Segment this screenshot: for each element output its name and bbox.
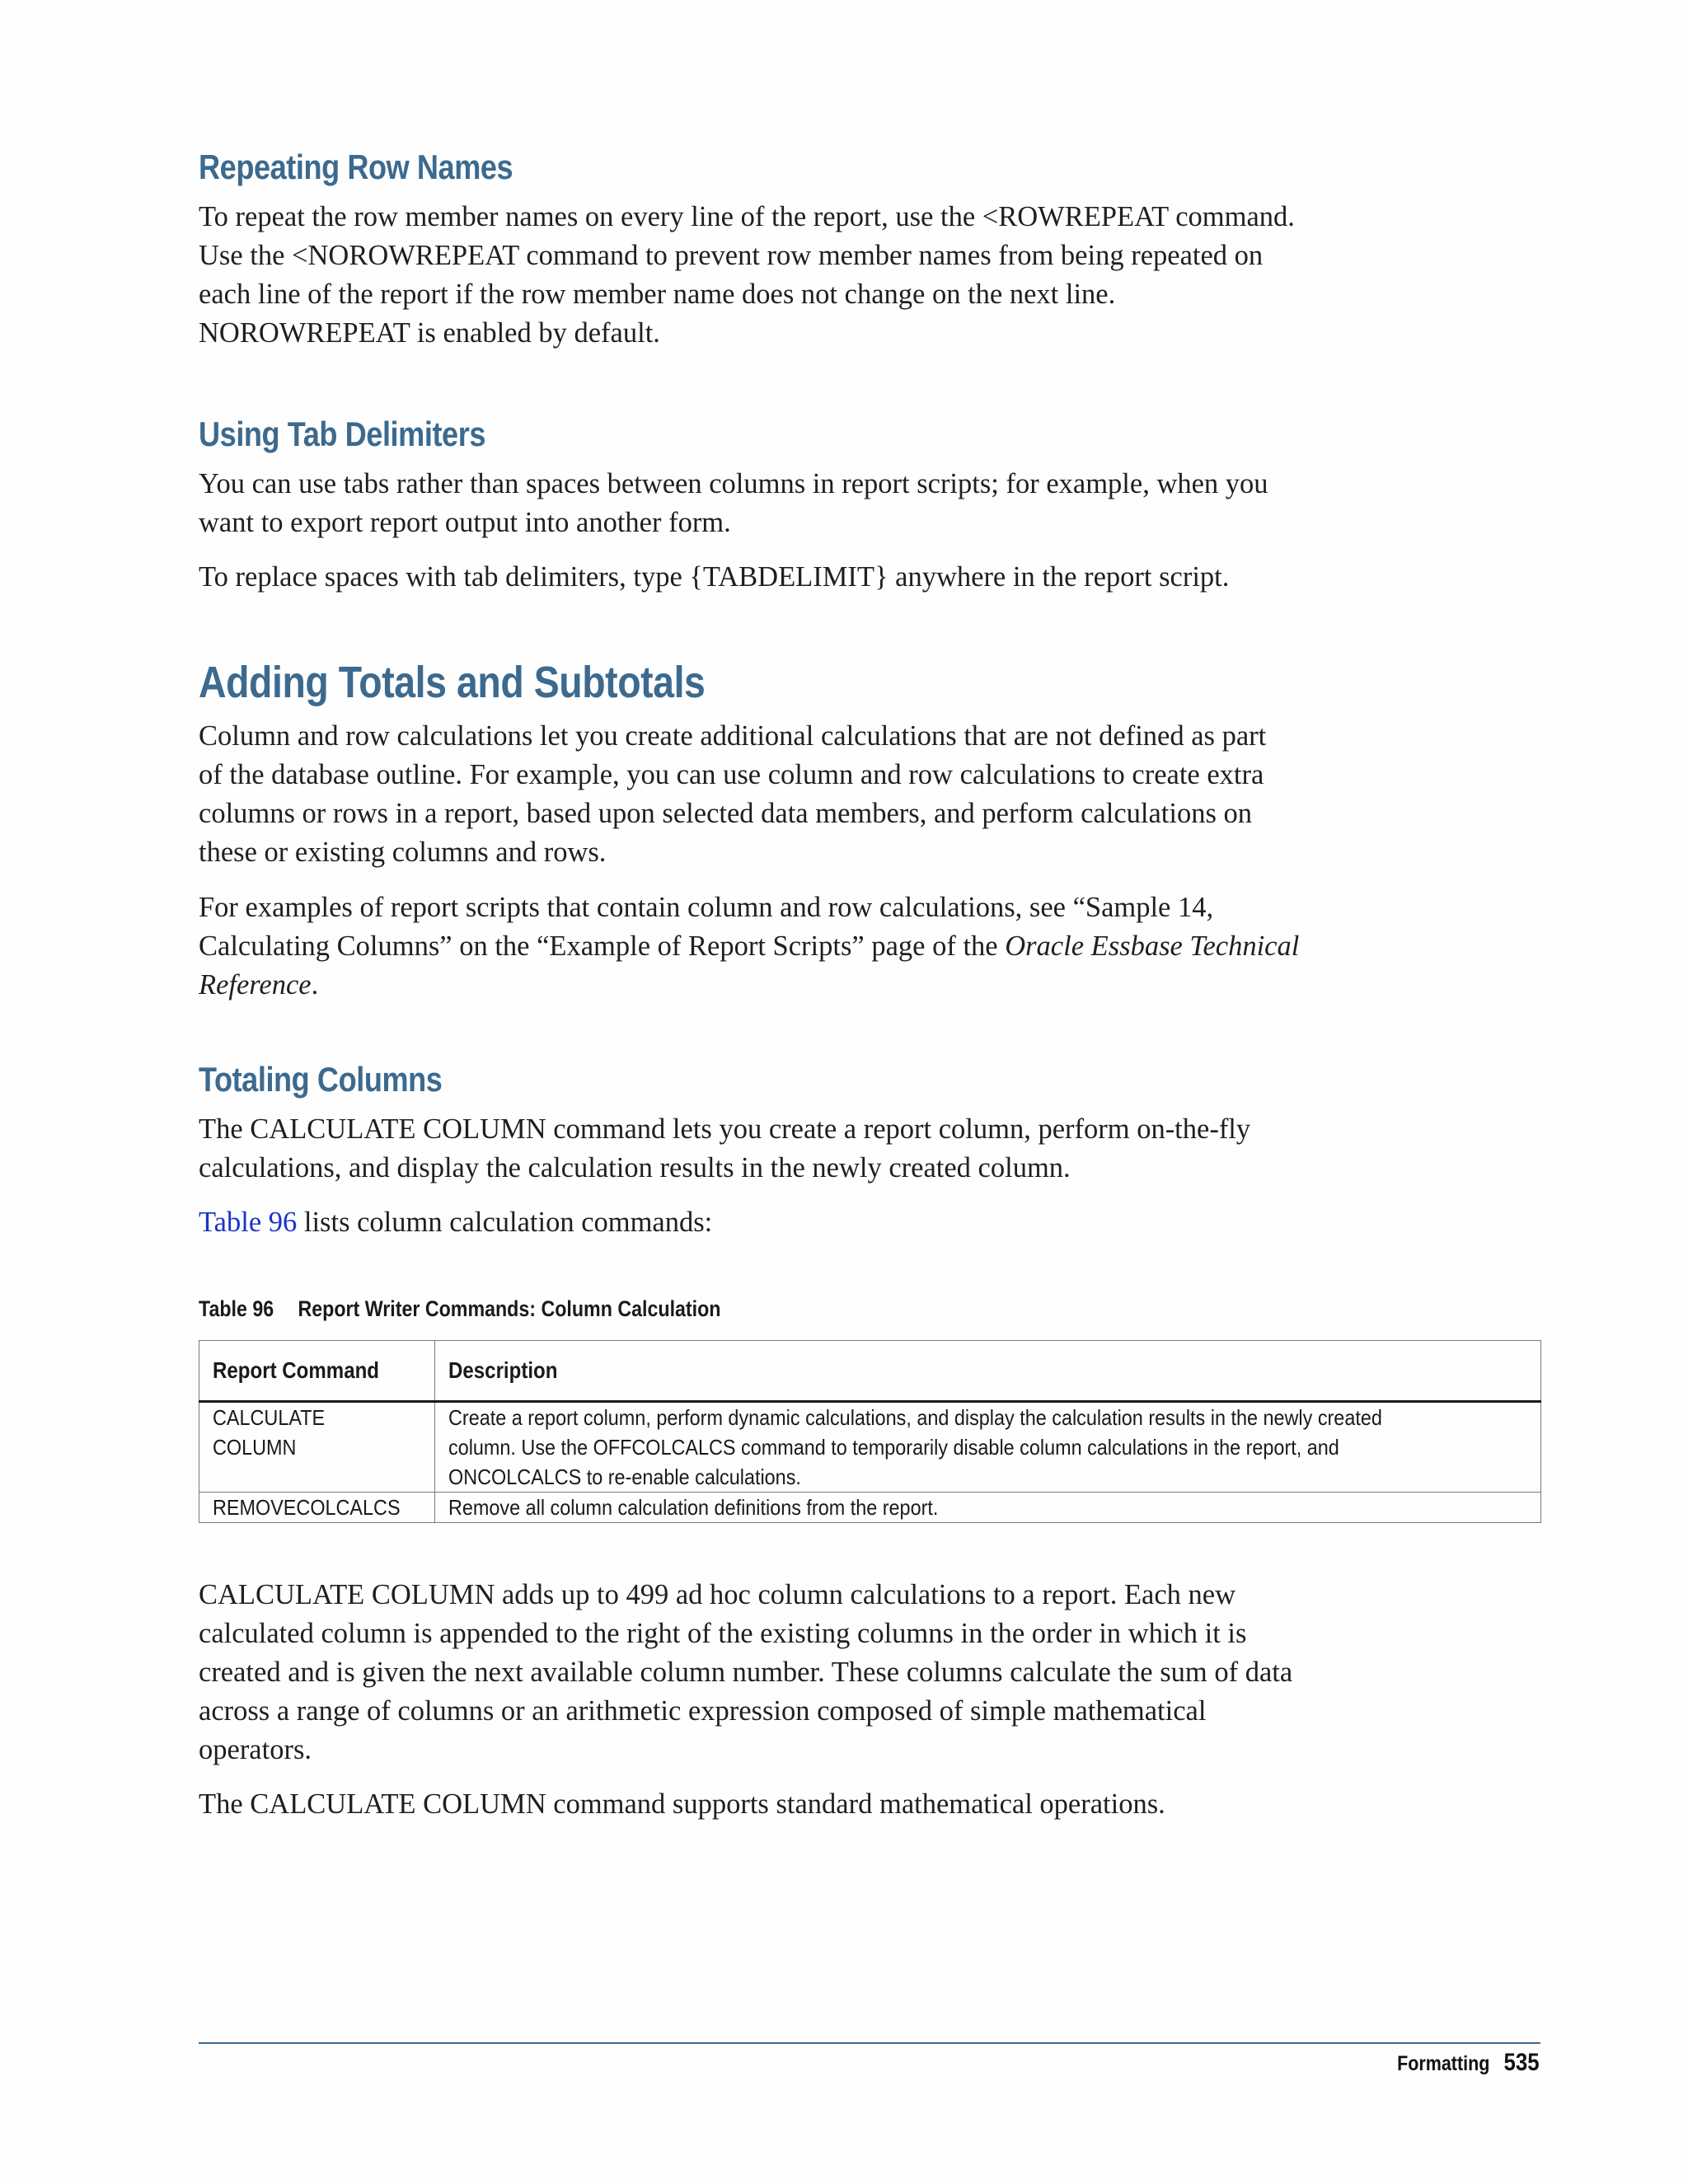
text-line: Column and row calculations let you create additional calculations that are not defined as part	[199, 720, 1267, 752]
paragraph-repeating-row-names	[199, 198, 1369, 353]
text-line: columns or rows in a report, based upon selected data members, and perform calculations on	[199, 798, 1253, 829]
text-line: Create a report column, perform dynamic calculations, and display the calculation results in the newly created	[448, 1405, 1382, 1430]
cell-command: CALCULATE COLUMN	[199, 1402, 435, 1493]
text-period: .	[311, 969, 319, 1001]
table-title: Report Writer Commands: Column Calculation	[298, 1296, 721, 1321]
paragraph-totaling-columns-2	[199, 1203, 1369, 1242]
table-row	[199, 1402, 1541, 1493]
header-description: Description	[434, 1341, 1540, 1402]
page-number: 535	[1503, 2049, 1540, 2076]
text-line: created and is given the next available column number. These columns calculate the sum of data	[199, 1657, 1293, 1688]
heading-repeating-row-names: Repeating Row Names	[199, 148, 513, 186]
text-line: ONCOLCALCS to re-enable calculations.	[448, 1465, 801, 1489]
table-number: Table 96	[199, 1296, 274, 1321]
table-caption	[199, 1296, 1361, 1322]
text-line: column. Use the OFFCOLCALCS command to temporarily disable column calculations in the report, and	[448, 1435, 1339, 1460]
cell-command: REMOVECOLCALCS	[199, 1493, 435, 1523]
page-footer	[1397, 2049, 1540, 2077]
cell-description	[434, 1402, 1540, 1493]
text-line: NOROWREPEAT is enabled by default.	[199, 317, 660, 349]
text-line: of the database outline. For example, you can use column and row calculations to create extra	[199, 759, 1264, 790]
text-line: CALCULATE COLUMN adds up to 499 ad hoc column calculations to a report. Each new	[199, 1579, 1236, 1610]
text-line: want to export report output into another form.	[199, 507, 731, 538]
heading-adding-totals: Adding Totals and Subtotals	[199, 658, 706, 707]
text-line: calculated column is appended to the right of the existing columns in the order in which it is	[199, 1618, 1247, 1649]
heading-using-tab-delimiters: Using Tab Delimiters	[199, 415, 486, 453]
paragraph-tab-delimiters-2: To replace spaces with tab delimiters, type {TABDELIMIT} anywhere in the report script.	[199, 561, 1230, 593]
text-line: The CALCULATE COLUMN command lets you create a report column, perform on-the-fly	[199, 1113, 1251, 1145]
text-line: To repeat the row member names on every line of the report, use the <ROWREPEAT command.	[199, 201, 1295, 232]
footer-section-name: Formatting	[1397, 2052, 1490, 2075]
heading-totaling-columns: Totaling Columns	[199, 1060, 443, 1099]
table-header-row	[199, 1341, 1541, 1402]
paragraph-after-table-1	[199, 1576, 1369, 1769]
text-line: operators.	[199, 1734, 312, 1765]
book-title-italic-cont: Reference	[199, 969, 312, 1001]
cell-description: Remove all column calculation definitions from the report.	[434, 1493, 1540, 1523]
table-row	[199, 1493, 1541, 1523]
paragraph-tab-delimiters-1	[199, 465, 1369, 542]
text-line: Use the <NOROWREPEAT command to prevent row member names from being repeated on	[199, 240, 1264, 271]
footer-rule	[199, 2042, 1540, 2044]
text-rest: lists column calculation commands:	[297, 1207, 713, 1238]
text-line: across a range of columns or an arithmetic expression composed of simple mathematical	[199, 1695, 1207, 1727]
page-content	[199, 147, 1550, 1824]
paragraph-totals-2	[199, 888, 1369, 1005]
paragraph-totaling-columns-1	[199, 1110, 1369, 1188]
text-line: each line of the report if the row member name does not change on the next line.	[199, 279, 1116, 310]
text-line: For examples of report scripts that contain column and row calculations, see “Sample 14,	[199, 892, 1214, 923]
book-title-italic: Oracle Essbase Technical	[1005, 930, 1300, 962]
paragraph-totals-1	[199, 717, 1369, 872]
column-calculation-table	[199, 1340, 1541, 1523]
text-line: these or existing columns and rows.	[199, 837, 607, 868]
text-line: Calculating Columns” on the “Example of Report Scripts” page of the	[199, 930, 1006, 962]
header-report-command: Report Command	[199, 1341, 435, 1402]
table-96-link[interactable]: Table 96	[199, 1207, 298, 1238]
text-line: calculations, and display the calculation results in the newly created column.	[199, 1152, 1071, 1183]
paragraph-after-table-2: The CALCULATE COLUMN command supports standard mathematical operations.	[199, 1788, 1165, 1820]
text-line: You can use tabs rather than spaces between columns in report scripts; for example, when you	[199, 468, 1268, 499]
